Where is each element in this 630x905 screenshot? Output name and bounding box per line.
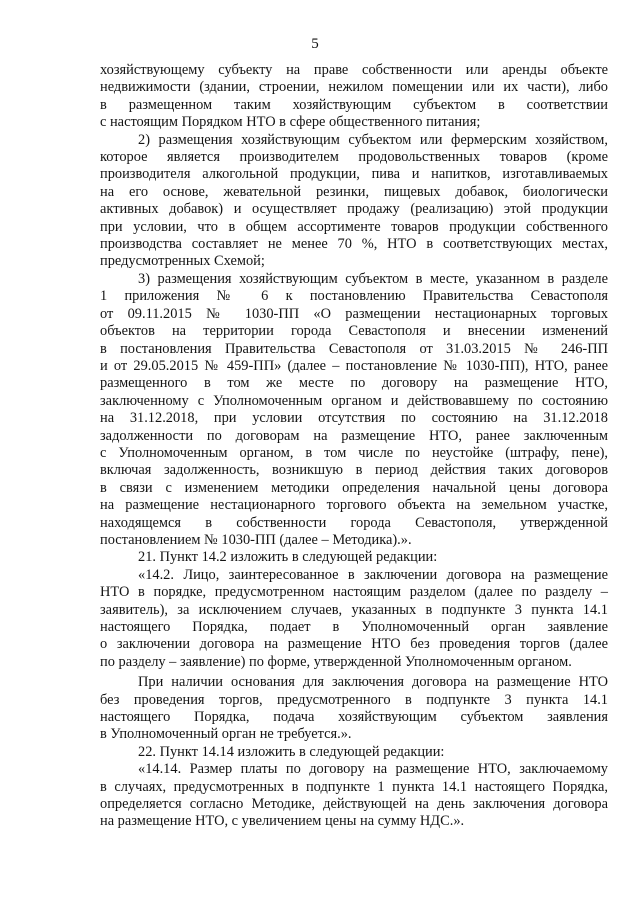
text-line: постановлением № 1030-ПП (далее – Методика).».: [100, 531, 412, 548]
text-line: активных добавок) и осуществляет продажу (реализацию) этой продукции: [100, 201, 608, 218]
text-line: которое является производителем продовольственных товаров (кроме: [100, 149, 608, 166]
text-line: предусмотренных Схемой;: [100, 253, 265, 270]
text-line: на размещение НТО, с увеличением цены на сумму НДС.».: [100, 813, 465, 830]
text-line: в связи с изменением методики определения начальной цены договора: [100, 479, 608, 496]
text-line: включая задолженность, возникшую в период действия таких договоров: [100, 462, 608, 479]
text-line: с настоящим Порядком НТО в сфере общественного питания;: [100, 114, 481, 131]
text-line: 1 приложения № 6 к постановлению Правительства Севастополя: [100, 288, 608, 305]
text-line: При наличии основания для заключения договора на размещение НТО: [138, 674, 608, 691]
text-line: в Уполномоченный орган не требуется.».: [100, 726, 352, 743]
paragraph-p1: [100, 62, 608, 132]
text-line: находящемся в собственности города Севастополя, утвержденной: [100, 514, 608, 531]
text-line: недвижимости (здании, строении, нежилом помещении или их части), либо: [100, 79, 608, 96]
text-line: с Уполномоченным органом, в том числе по неустойке (штрафу, пене),: [100, 444, 608, 461]
paragraph-p4: [100, 549, 608, 566]
text-line: производства составляет не менее 70 %, НТО в соответствующих местах,: [100, 236, 608, 253]
text-line: настоящего Порядка, подает в Уполномоченный орган заявление: [100, 619, 608, 635]
text-line: определяется согласно Методике, действующей на день заключения договора: [100, 796, 608, 813]
text-line: на его основе, жевательной резинки, пищевых добавок, биологически: [100, 183, 608, 200]
text-line: в размещенном таким хозяйствующим субъектом в соответствии: [100, 96, 608, 113]
text-line: хозяйствующему субъекту на праве собственности или аренды объекте: [100, 62, 608, 78]
text-line: на размещение нестационарного торгового объекта на земельном участке,: [100, 497, 608, 514]
text-line: размещенного в том же месте по договору на размещение НТО,: [100, 375, 608, 392]
text-line: «14.14. Размер платы по договору на размещение НТО, заключаемому: [138, 761, 608, 778]
text-line: без проведения торгов, предусмотренного в подпункте 3 пункта 14.1: [100, 691, 608, 708]
text-line: задолженности по договорам на размещение НТО, ранее заключенным: [100, 427, 608, 444]
text-line: на 31.12.2018, при условии отсутствия по состоянию на 31.12.2018: [100, 410, 608, 427]
text-line: в постановления Правительства Севастополя от 31.03.2015 № 246-ПП: [100, 340, 608, 357]
text-line: и от 29.05.2015 № 459-ПП» (далее – постановление № 1030-ПП), НТО, ранее: [100, 357, 608, 374]
text-line: производителя алкогольной продукции, пива и напитков, изготавливаемых: [100, 166, 608, 183]
text-line: 22. Пункт 14.14 изложить в следующей редакции:: [138, 743, 445, 760]
text-line: при условии, что в общем ассортименте товаров продукции собственного: [100, 218, 608, 235]
text-line: заключенному с Уполномоченным органом и действовавшему по состоянию: [100, 392, 608, 409]
page-number: 5: [311, 36, 319, 52]
text-line: 2) размещения хозяйствующим субъектом или фермерским хозяйством,: [138, 131, 608, 148]
text-line: объектов на территории города Севастополя и внесении изменений: [100, 323, 608, 340]
text-line: 21. Пункт 14.2 изложить в следующей редакции:: [138, 549, 438, 566]
text-line: 3) размещения хозяйствующим субъектом в месте, указанном в разделе: [138, 270, 608, 287]
paragraph-p7: [100, 744, 608, 761]
paragraph-p5: [100, 567, 608, 671]
text-line: от 09.11.2015 № 1030-ПП «О размещении нестационарных торговых: [100, 305, 608, 322]
text-line: настоящего Порядка, подача хозяйствующим субъектом заявления: [100, 709, 608, 726]
text-line: заявитель), за исключением случаев, указанных в подпункте 3 пункта 14.1: [100, 601, 608, 618]
text-line: «14.2. Лицо, заинтересованное в заключении договора на размещение: [138, 566, 608, 583]
text-line: в случаях, предусмотренных в подпункте 1 пункта 14.1 настоящего Порядка,: [100, 778, 608, 795]
text-line: НТО в порядке, предусмотренном настоящим разделом (далее по разделу –: [100, 584, 608, 601]
paragraph-p6: [100, 674, 608, 744]
document-body: [100, 62, 608, 831]
text-line: о заключении договора на размещение НТО без проведения торгов (далее: [100, 636, 608, 653]
paragraph-p8: [100, 761, 608, 831]
paragraph-p3: [100, 271, 608, 550]
text-line: по разделу – заявление) по форме, утвержденной Уполномоченным органом.: [100, 653, 572, 670]
paragraph-p2: [100, 132, 608, 271]
